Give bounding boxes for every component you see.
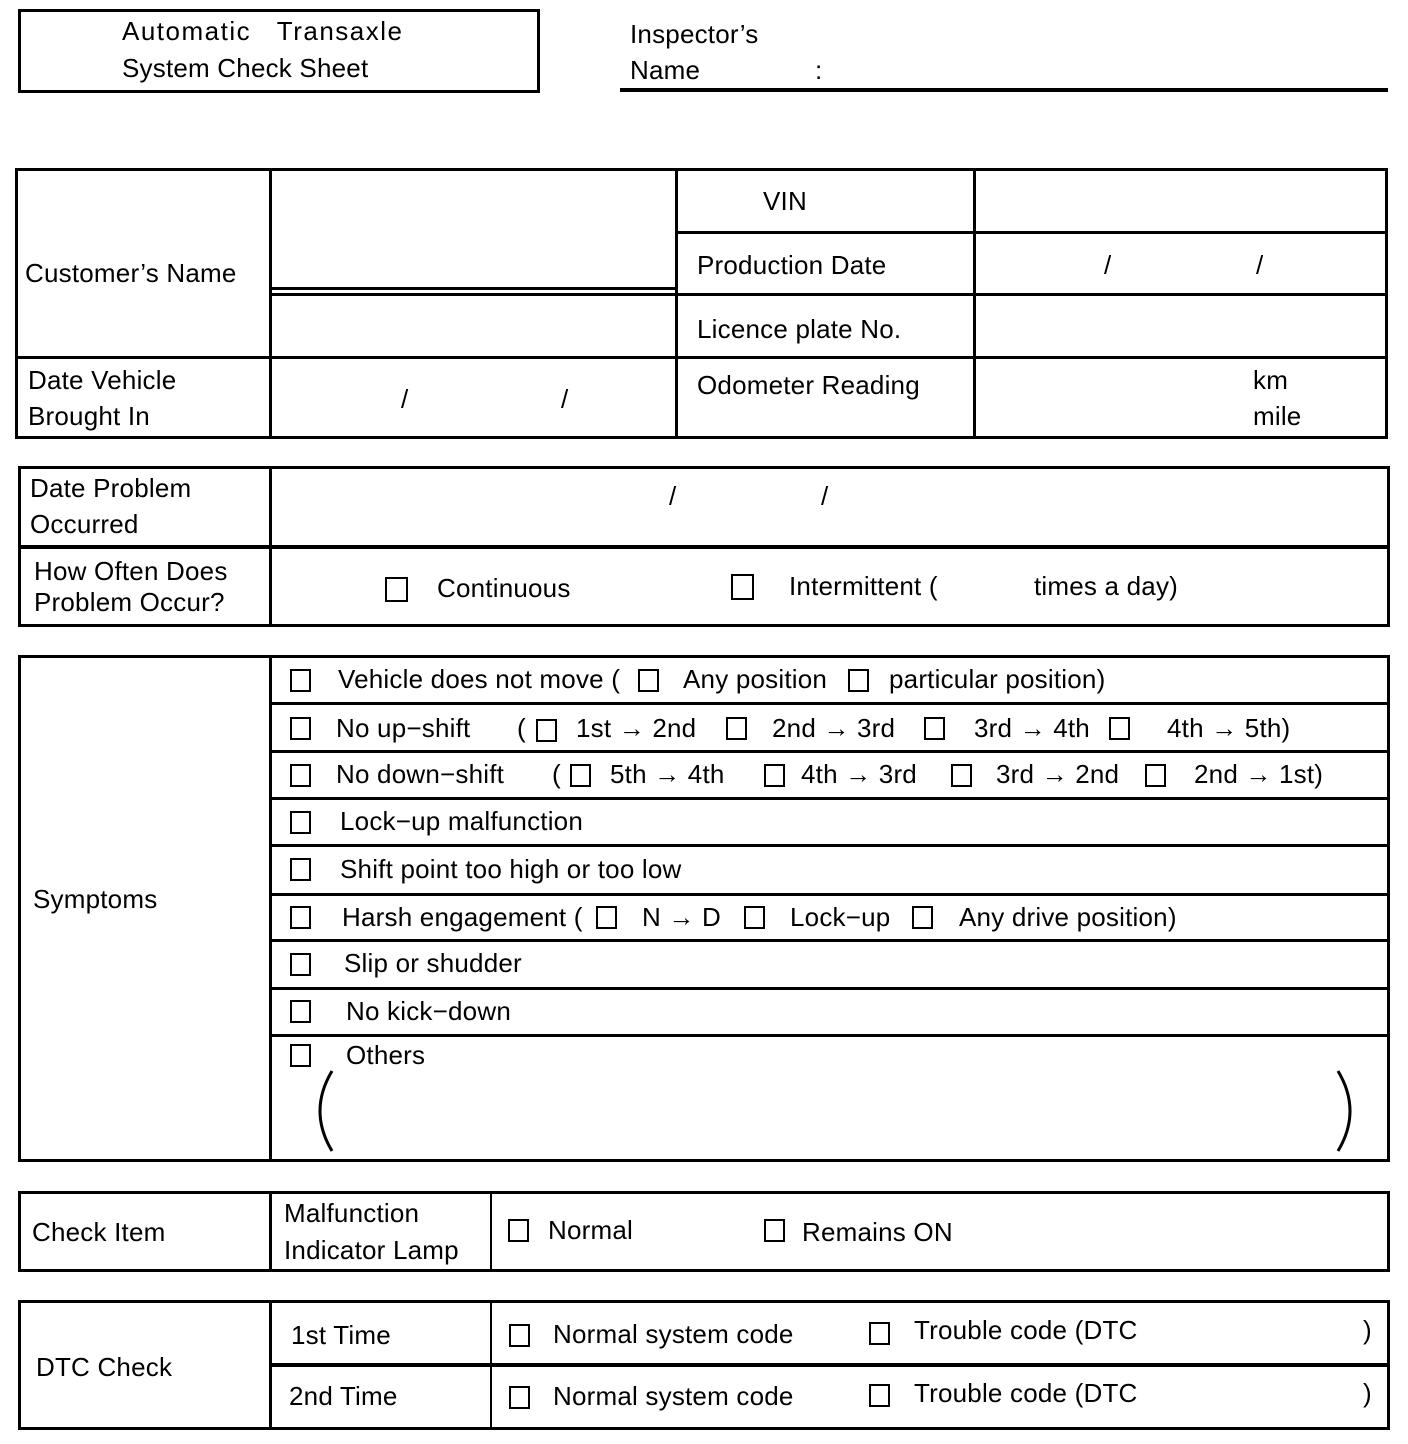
others-input[interactable] [345, 1090, 1329, 1132]
symptoms-label: Symptoms [33, 884, 158, 914]
symptom-slip-checkbox[interactable] [290, 953, 311, 976]
divider [973, 168, 976, 439]
divider [269, 655, 272, 1162]
downshift-4-3-label: 4th → 3rd [801, 759, 917, 789]
symptom-no-kickdown-label: No kick−down [346, 996, 511, 1026]
downshift-2-1-label: 2nd → 1st) [1194, 759, 1324, 789]
date-problem-label-1: Date Problem [30, 473, 192, 503]
divider [269, 1363, 1390, 1367]
symptom-lockup-malfunction-checkbox[interactable] [290, 811, 311, 834]
no-downshift-paren: ( [552, 759, 561, 789]
production-date-label: Production Date [697, 250, 887, 280]
symptom-no-downshift-label: No down−shift [336, 759, 505, 789]
upshift-3-4-checkbox[interactable] [924, 717, 945, 740]
dtc-1st-trouble-checkbox[interactable] [869, 1322, 890, 1345]
symptom-others-label: Others [346, 1040, 426, 1070]
dtc-2nd-time-label: 2nd Time [289, 1381, 398, 1411]
inspector-label-line-2: Name [630, 55, 701, 85]
vin-input[interactable] [985, 182, 1379, 222]
intermittent-checkbox[interactable] [731, 574, 754, 600]
times-a-day-label: times a day) [1034, 571, 1179, 601]
dtc-2nd-close-paren: ) [1363, 1378, 1372, 1408]
divider [269, 168, 272, 439]
mil-remains-on-label: Remains ON [802, 1217, 953, 1247]
upshift-1-2-checkbox[interactable] [536, 719, 557, 742]
production-date-sep-2: / [1256, 250, 1264, 280]
odometer-input[interactable] [985, 378, 1239, 418]
symptom-slip-label: Slip or shudder [344, 948, 522, 978]
no-move-any-position-checkbox[interactable] [638, 669, 659, 692]
odometer-label: Odometer Reading [697, 370, 920, 400]
symptom-no-move-checkbox[interactable] [290, 669, 311, 692]
others-left-paren-icon [308, 1068, 338, 1154]
symptom-shift-point-label: Shift point too high or too low [340, 854, 682, 884]
divider [269, 987, 1390, 990]
symptom-no-kickdown-checkbox[interactable] [290, 1000, 311, 1023]
date-problem-label-2: Occurred [30, 509, 139, 539]
harsh-n-d-checkbox[interactable] [596, 906, 617, 929]
continuous-label: Continuous [437, 573, 571, 603]
dtc-2nd-normal-checkbox[interactable] [509, 1386, 530, 1409]
dtc-1st-close-paren: ) [1363, 1315, 1372, 1345]
dtc-1st-normal-label: Normal system code [553, 1319, 794, 1349]
check-item-table [18, 1191, 1390, 1272]
licence-plate-label: Licence plate No. [697, 314, 902, 344]
downshift-3-2-checkbox[interactable] [951, 764, 972, 787]
divider [269, 797, 1390, 800]
divider [269, 844, 1390, 847]
divider [269, 293, 1388, 296]
harsh-n-d-label: N → D [642, 902, 721, 932]
symptom-no-upshift-checkbox[interactable] [290, 717, 311, 740]
mil-label-1: Malfunction [284, 1198, 420, 1228]
customer-name-label: Customer’s Name [25, 258, 237, 288]
harsh-any-drive-label: Any drive position) [959, 902, 1177, 932]
symptom-harsh-engagement-label: Harsh engagement ( [342, 902, 583, 932]
harsh-lockup-checkbox[interactable] [744, 906, 765, 929]
divider [675, 231, 1388, 234]
how-often-label-2: Problem Occur? [34, 587, 225, 617]
symptom-no-downshift-checkbox[interactable] [290, 764, 311, 787]
divider [269, 287, 675, 290]
symptom-harsh-engagement-checkbox[interactable] [290, 906, 311, 929]
upshift-2-3-label: 2nd → 3rd [772, 713, 896, 743]
intermittent-label: Intermittent ( [789, 571, 938, 601]
date-brought-in-label-1: Date Vehicle [28, 365, 177, 395]
symptom-no-move-label: Vehicle does not move ( [338, 664, 621, 694]
title-line-1: Automatic Transaxle [122, 16, 404, 46]
how-often-label-1: How Often Does [34, 556, 228, 586]
date-problem-sep-2: / [821, 481, 829, 511]
no-upshift-paren: ( [517, 713, 526, 743]
date-brought-in-sep-1: / [401, 384, 409, 414]
inspector-colon: : [815, 55, 823, 85]
divider [269, 1034, 1390, 1037]
date-brought-in-label-2: Brought In [28, 401, 150, 431]
dtc-1st-trouble-label: Trouble code (DTC [914, 1315, 1138, 1345]
odometer-unit-km: km [1253, 365, 1289, 395]
title-line-2: System Check Sheet [122, 53, 369, 83]
mil-remains-on-checkbox[interactable] [764, 1219, 785, 1242]
date-brought-in-sep-2: / [561, 384, 569, 414]
divider [15, 356, 1388, 359]
odometer-unit-mile: mile [1253, 401, 1302, 431]
dtc-1st-time-label: 1st Time [291, 1320, 391, 1350]
check-item-label: Check Item [32, 1217, 166, 1247]
upshift-4-5-label: 4th → 5th) [1167, 713, 1291, 743]
upshift-2-3-checkbox[interactable] [726, 717, 747, 740]
dtc-2nd-normal-label: Normal system code [553, 1381, 794, 1411]
divider [269, 893, 1390, 896]
licence-plate-input[interactable] [985, 308, 1379, 348]
mil-normal-label: Normal [548, 1215, 633, 1245]
no-move-particular-position-label: particular position) [889, 664, 1106, 694]
dtc-2nd-trouble-checkbox[interactable] [869, 1384, 890, 1407]
mil-label-2: Indicator Lamp [284, 1235, 459, 1265]
continuous-checkbox[interactable] [385, 577, 408, 602]
divider [18, 545, 1390, 549]
downshift-4-3-checkbox[interactable] [764, 764, 785, 787]
dtc-check-label: DTC Check [36, 1352, 173, 1382]
downshift-2-1-checkbox[interactable] [1145, 764, 1166, 787]
inspector-name-input[interactable] [840, 54, 1384, 88]
symptom-lockup-malfunction-label: Lock−up malfunction [340, 806, 584, 836]
downshift-5-4-label: 5th → 4th [610, 759, 725, 789]
upshift-1-2-label: 1st → 2nd [576, 713, 697, 743]
customer-name-input-2[interactable] [280, 305, 669, 347]
harsh-any-drive-checkbox[interactable] [912, 906, 933, 929]
harsh-lockup-label: Lock−up [790, 902, 891, 932]
divider [269, 750, 1390, 753]
upshift-3-4-label: 3rd → 4th [974, 713, 1090, 743]
divider [675, 168, 678, 439]
downshift-3-2-label: 3rd → 2nd [996, 759, 1120, 789]
divider [269, 1191, 272, 1272]
divider [269, 702, 1390, 705]
customer-name-input-1[interactable] [280, 230, 669, 272]
divider [269, 939, 1390, 942]
others-right-paren-icon [1332, 1068, 1362, 1154]
production-date-sep-1: / [1104, 250, 1112, 280]
inspector-label-line-1: Inspector’s [630, 19, 759, 49]
vin-label: VIN [763, 186, 807, 216]
symptom-others-checkbox[interactable] [290, 1044, 311, 1067]
inspector-underline [620, 88, 1388, 92]
symptom-shift-point-checkbox[interactable] [290, 858, 311, 881]
upshift-4-5-checkbox[interactable] [1109, 717, 1130, 740]
date-problem-sep-1: / [669, 481, 677, 511]
downshift-5-4-checkbox[interactable] [570, 764, 591, 787]
divider [490, 1191, 492, 1272]
dtc-1st-normal-checkbox[interactable] [509, 1324, 530, 1347]
symptom-no-upshift-label: No up−shift [336, 713, 471, 743]
mil-normal-checkbox[interactable] [508, 1219, 529, 1242]
no-move-particular-position-checkbox[interactable] [848, 669, 869, 692]
no-move-any-position-label: Any position [683, 664, 828, 694]
dtc-2nd-trouble-label: Trouble code (DTC [914, 1378, 1138, 1408]
